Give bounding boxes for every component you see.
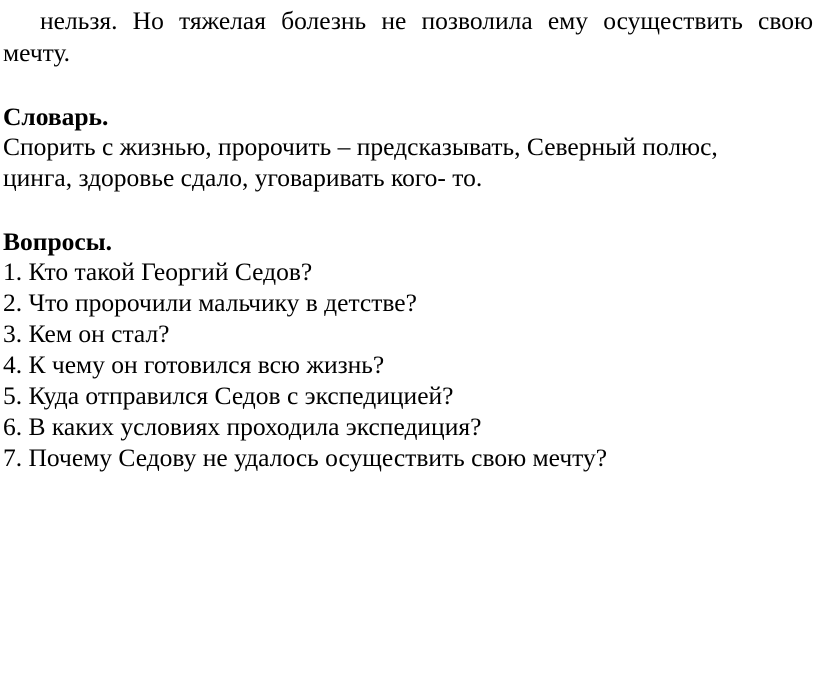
question-item-5: 5. Куда отправился Седов с экспедицией? [3,381,454,410]
question-item-7: 7. Почему Седову не удалось осуществить свою мечту? [3,443,608,472]
question-item-2: 2. Что пророчили мальчику в детстве? [3,288,417,317]
question-item-6: 6. В каких условиях проходила экспедиция? [3,412,482,441]
intro-text-line-1: нельзя. Но тяжелая болезнь не позволила ему осуществить свою [40,6,813,35]
vocabulary-line-1: Спорить с жизнью, пророчить – предсказывать, Северный полюс, [3,132,718,161]
intro-text-line-2: мечту. [3,38,71,67]
question-item-3: 3. Кем он стал? [3,319,170,348]
question-item-4: 4. К чему он готовился всю жизнь? [3,350,385,379]
vocabulary-heading: Словарь. [3,102,109,131]
questions-heading: Вопросы. [3,227,112,256]
vocabulary-line-2: цинга, здоровье сдало, уговаривать кого- то. [3,163,483,192]
question-item-1: 1. Кто такой Георгий Седов? [3,257,313,286]
